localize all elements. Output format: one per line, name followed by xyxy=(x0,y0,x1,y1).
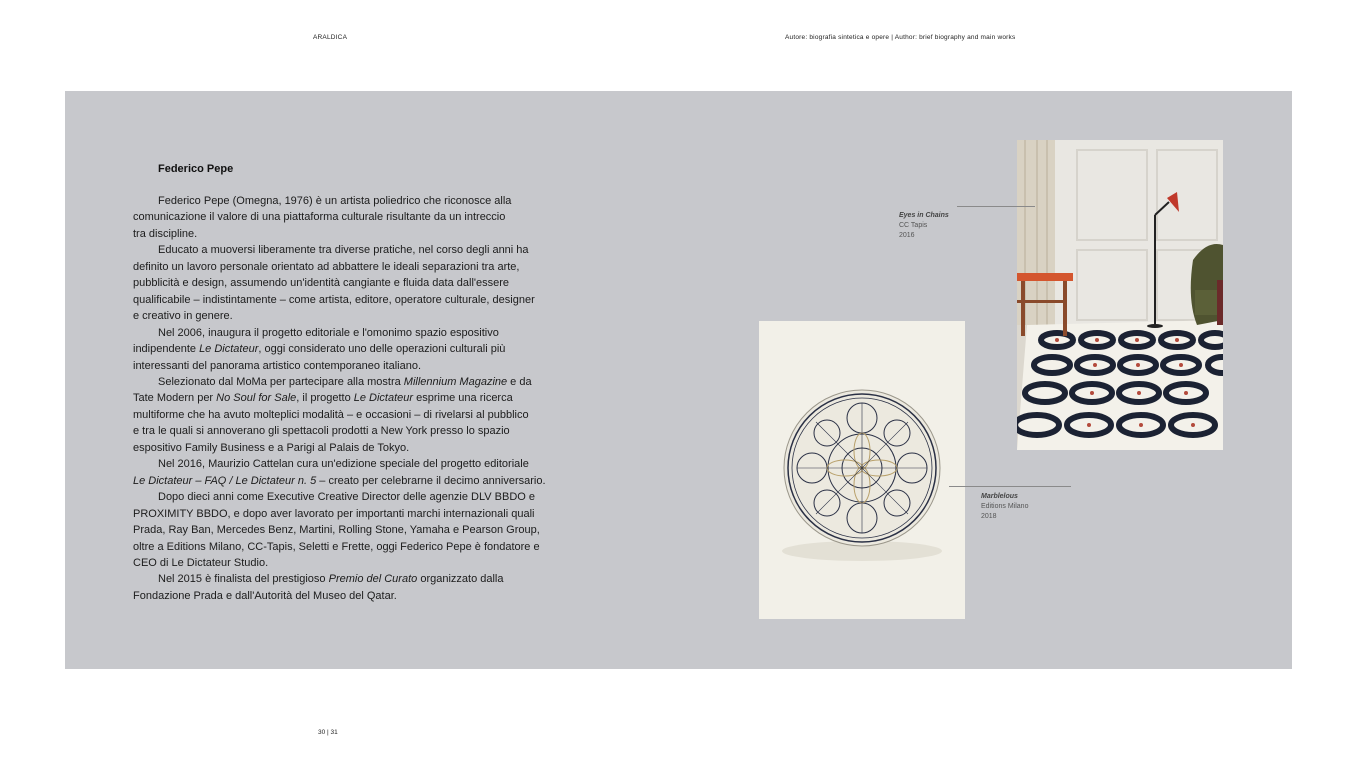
running-header-left: ARALDICA xyxy=(313,34,348,41)
text-run: , il progetto xyxy=(296,392,354,405)
text-run: – creato per celebrarne il decimo anniversario. xyxy=(316,474,546,487)
caption-maker: Editions Milano xyxy=(981,503,1029,510)
text-run: esprime una ricerca multiforme che ha avuto molteplici modalità – e occasioni – di rivelarsi al pubblico e tra le quali si annoverano gli spettacoli prodotti a New York presso lo spazio espositivo Family Business e a Parigi al Palais de Tokyo. xyxy=(133,392,529,454)
text-run: Nel 2006, inaugura il progetto editoriale e l'omonimo spazio espositivo indipendente xyxy=(133,326,499,356)
text-run: Federico Pepe (Omegna, 1976) è un artista poliedrico che riconosce alla comunicazione il valore di una piattaforma culturale risultante da un intreccio tra discipline. xyxy=(133,195,512,240)
text-run: e da Tate Modern per xyxy=(133,375,532,405)
italic-run: No Soul for Sale xyxy=(216,392,297,405)
body-paragraph xyxy=(133,489,603,571)
text-run: , oggi considerato uno delle operazioni culturali più interessanti del panorama artistico contemporaneo italiano. xyxy=(133,343,506,372)
caption-marblelous xyxy=(981,492,1028,522)
body-paragraph xyxy=(133,456,603,489)
italic-run: Le Dictateur – FAQ / Le Dictateur n. 5 xyxy=(133,474,317,487)
caption-title: Eyes in Chains xyxy=(899,212,949,219)
text-run: Educato a muoversi liberamente tra diverse pratiche, nel corso degli anni ha definito un lavoro personale orientato ad abbattere le ideali separazioni tra arte, pubblicità e design, assumendo un'identità cangiante e fluida data dall'essere qualificabile – indistintamente – come artista, editore, operatore culturale, designer e creativo in genere. xyxy=(133,244,535,323)
body-paragraph xyxy=(133,193,603,242)
caption-year: 2018 xyxy=(981,513,997,520)
article-title: Federico Pepe xyxy=(158,163,234,175)
text-run: Nel 2015 è finalista del prestigioso xyxy=(158,573,329,586)
italic-run: Le Dictateur xyxy=(353,392,414,405)
marblelous-illustration xyxy=(759,321,965,619)
italic-run: Millennium Magazine xyxy=(403,375,508,388)
photo-marblelous xyxy=(759,321,965,619)
caption-title: Marblelous xyxy=(981,493,1018,500)
article-body xyxy=(133,193,603,604)
body-paragraph xyxy=(133,571,603,604)
text-run: Selezionato dal MoMa per partecipare alla mostra xyxy=(158,375,404,388)
body-paragraph xyxy=(133,325,603,374)
body-paragraph xyxy=(133,374,603,456)
body-paragraph xyxy=(133,242,603,324)
caption-eyes-in-chains xyxy=(899,211,949,241)
caption-year: 2016 xyxy=(899,232,915,239)
text-run: Dopo dieci anni come Executive Creative Director delle agenzie DLV BBDO e PROXIMITY BBDO, e dopo aver lavorato per importanti marchi internazionali quali Prada, Ray Ban, Mercedes Benz, Martini, Rolling Stone, Yamaha e Pearson Group, oltre a Editions Milano, CC-Tapis, Seletti e Frette, oggi Federico Pepe è fondatore e CEO di Le Dictateur Studio. xyxy=(133,491,540,569)
caption-leader-1 xyxy=(957,206,1035,207)
caption-leader-2 xyxy=(949,486,1071,487)
page-number: 30 | 31 xyxy=(318,729,338,736)
italic-run: Premio del Curato xyxy=(328,573,418,586)
running-header-right: Autore: biografia sintetica e opere | Author: brief biography and main works xyxy=(785,34,1016,41)
caption-maker: CC Tapis xyxy=(899,222,928,229)
photo-eyes-in-chains xyxy=(1017,140,1223,450)
eyes-in-chains-illustration xyxy=(1017,140,1223,450)
italic-run: Le Dictateur xyxy=(199,343,259,356)
text-run: organizzato dalla Fondazione Prada e dall'Autorità del Museo del Qatar. xyxy=(133,573,504,602)
text-run: Nel 2016, Maurizio Cattelan cura un'edizione speciale del progetto editoriale xyxy=(158,458,529,471)
